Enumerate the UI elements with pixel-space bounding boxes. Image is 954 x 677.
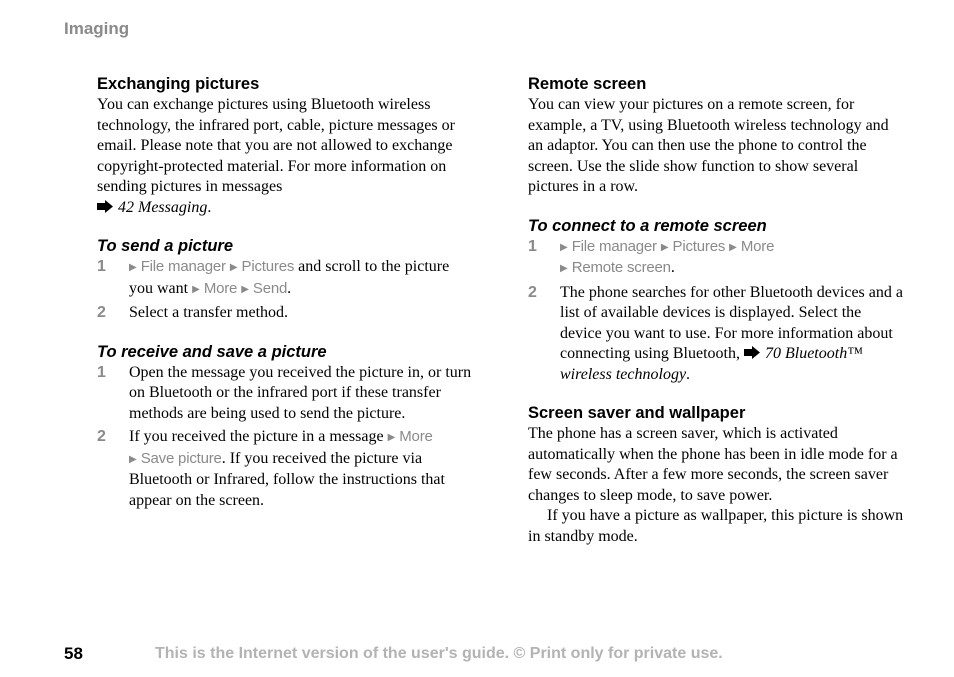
step-number: 1 — [97, 258, 106, 275]
exchange-body: You can exchange pictures using Bluetooth wireless technology, the infrared port, cable, picture messages or email. Please note that you are not allowed to exchange copyright-protected material. For more information on sending pictures in messages — [97, 96, 455, 195]
step-text: and scroll to the picture you want — [129, 258, 450, 297]
exchange-reference-end: . — [207, 198, 212, 216]
triangle-right-icon: ▶ — [129, 262, 137, 273]
receive-step-1 — [97, 363, 477, 425]
receive-step-2 — [97, 427, 477, 511]
menu-pictures[interactable]: Pictures — [241, 258, 295, 275]
step-text: Open the message you received the picture in, or turn on Bluetooth or the infrared port if these transfer methods are being used to send the picture. — [129, 363, 472, 422]
footer-notice: This is the Internet version of the user's guide. © Print only for private use. — [155, 645, 723, 662]
menu-save-picture[interactable]: Save picture — [140, 449, 222, 467]
arrow-right-icon — [97, 200, 114, 213]
triangle-right-icon: ▶ — [129, 453, 137, 465]
step-text: The phone searches for other Bluetooth devices and a list of available devices is displayed. Select the device you want to use. For more information about connecting using Bluetooth, — [560, 283, 903, 362]
step-number: 2 — [97, 304, 106, 321]
triangle-right-icon: ▶ — [660, 241, 669, 253]
right-column — [528, 74, 906, 547]
step-number: 1 — [528, 237, 537, 255]
triangle-right-icon: ▶ — [560, 263, 568, 274]
triangle-right-icon: ▶ — [229, 262, 238, 273]
step-end: . — [670, 259, 675, 276]
step-end: . — [287, 279, 292, 297]
saver-body-1: The phone has a screen saver, which is activated automatically when the phone has been in idle mode for a few seconds. After a few more seconds, the screen saver changes to sleep mode, to save power. — [528, 425, 898, 504]
menu-file-manager[interactable]: File manager — [140, 258, 226, 275]
triangle-right-icon: ▶ — [560, 241, 568, 253]
menu-file-manager[interactable]: File manager — [571, 237, 657, 255]
heading-exchanging-pictures: Exchanging pictures — [97, 75, 260, 93]
send-step-1 — [97, 257, 477, 300]
step-number: 2 — [528, 283, 537, 301]
step-text: Select a transfer method. — [129, 304, 289, 321]
saver-body-2: If you have a picture as wallpaper, this picture is shown in standby mode. — [528, 507, 904, 545]
triangle-right-icon: ▶ — [192, 283, 200, 295]
left-column — [97, 74, 477, 511]
step-number: 1 — [97, 363, 106, 381]
connect-step-2 — [528, 283, 906, 386]
menu-remote-screen[interactable]: Remote screen — [571, 259, 671, 276]
arrow-right-icon — [744, 346, 761, 359]
menu-more[interactable]: More — [740, 237, 775, 255]
heading-connect-remote-screen: To connect to a remote screen — [528, 216, 767, 235]
step-text: . If you received the picture via Bluetooth or Infrared, follow the instructions that appear on the screen. — [129, 449, 445, 509]
step-end: . — [686, 365, 691, 383]
remote-body: You can view your pictures on a remote screen, for example, a TV, using Bluetooth wireless technology and an adaptor. You can then use the phone to control the screen. Use the slide show function to show several pictures in a row. — [528, 96, 889, 195]
connect-step-1 — [528, 237, 906, 280]
menu-pictures[interactable]: Pictures — [672, 237, 726, 255]
exchange-paragraph — [97, 95, 477, 218]
heading-send-picture: To send a picture — [97, 237, 233, 255]
menu-send[interactable]: Send — [252, 279, 288, 297]
step-text: If you received the picture in a message — [129, 428, 388, 445]
heading-receive-save-picture: To receive and save a picture — [97, 342, 327, 361]
triangle-right-icon: ▶ — [241, 283, 249, 295]
heading-screen-saver-wallpaper: Screen saver and wallpaper — [528, 404, 746, 422]
section-header: Imaging — [64, 19, 130, 38]
triangle-right-icon: ▶ — [729, 241, 737, 253]
menu-more[interactable]: More — [399, 428, 433, 445]
menu-more[interactable]: More — [203, 279, 238, 297]
triangle-right-icon: ▶ — [387, 432, 396, 443]
send-step-2 — [97, 303, 477, 324]
bluetooth-reference: 70 Bluetooth™ wireless technology — [560, 345, 863, 383]
step-number: 2 — [97, 428, 106, 445]
page-number: 58 — [64, 644, 83, 663]
heading-remote-screen: Remote screen — [528, 75, 647, 93]
exchange-reference: 42 Messaging — [118, 198, 208, 216]
